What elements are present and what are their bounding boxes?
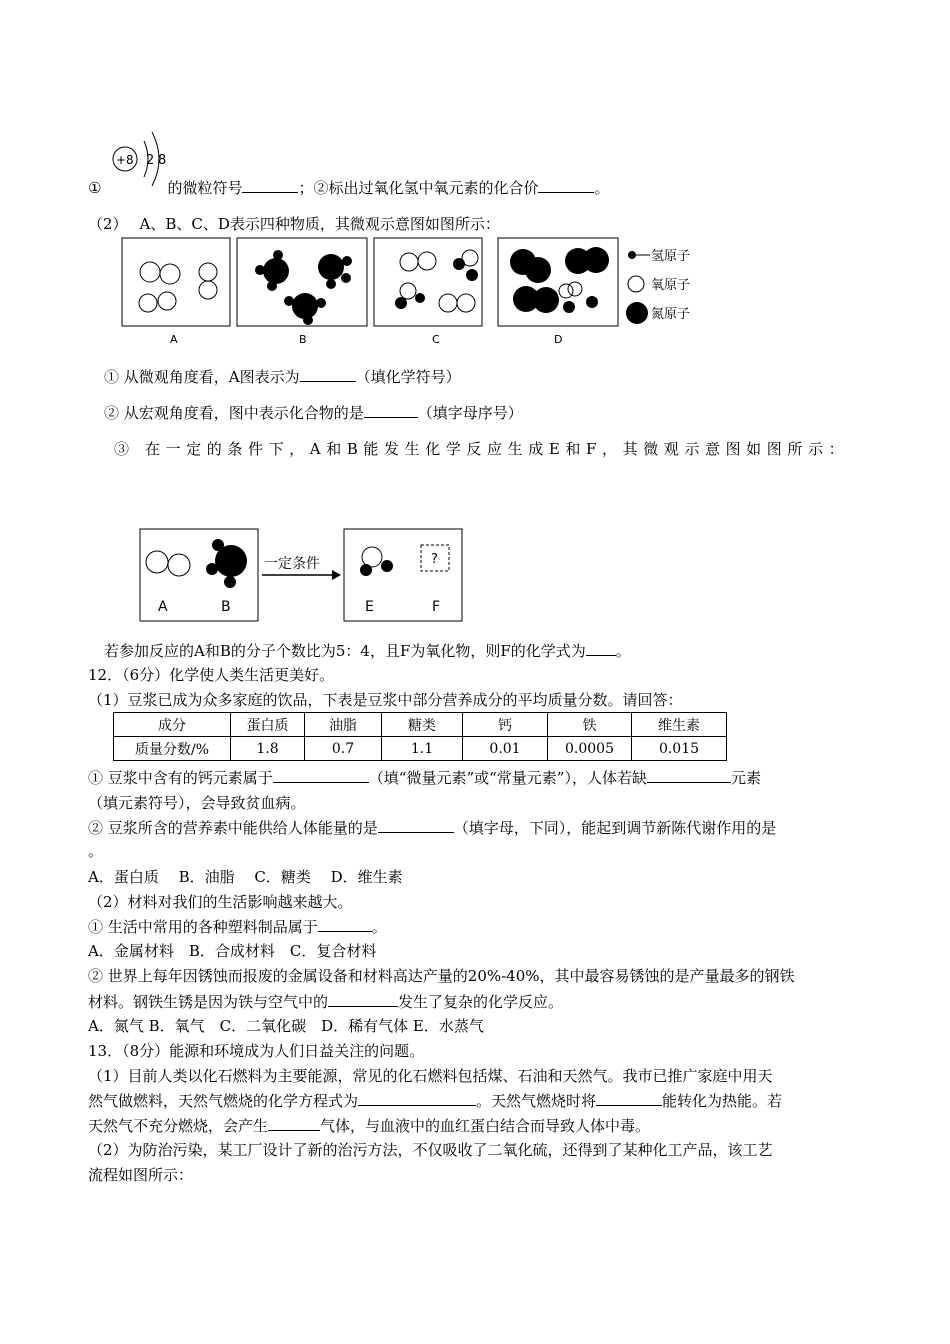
answer-blank[interactable]: [596, 1090, 662, 1106]
answer-blank[interactable]: [647, 767, 731, 783]
q11-line1: [88, 177, 610, 198]
panel-label-b: B: [299, 333, 307, 346]
q12-m2-l2: [88, 991, 563, 1012]
q13-p2-l1: [88, 1140, 773, 1160]
table-row: [114, 713, 727, 737]
q13-p1-l1: [88, 1066, 773, 1086]
q11-part2: [88, 214, 500, 234]
q13-p2-l2: [88, 1165, 193, 1185]
condition-label: 一定条件: [264, 556, 320, 572]
panel-label-c: C: [432, 333, 440, 346]
reaction-figure: [136, 525, 466, 627]
table-cell: 钙: [463, 713, 548, 737]
product-frame: [344, 529, 462, 621]
oxygen-legend-icon: [628, 276, 644, 292]
q13-title: 13．（8分）能源和环境成为人们日益关注的问题。: [88, 1042, 425, 1060]
m1-text-b: 。: [371, 918, 387, 936]
reactant-a-atom: [146, 551, 168, 573]
q13-p1-text-a: 然气做燃料，天然气燃烧的化学方程式为: [88, 1092, 359, 1110]
q12-s2: [88, 817, 776, 838]
unknown-mark: ?: [431, 552, 438, 567]
table-cell: 糖类: [382, 713, 463, 737]
legend-nitrogen: 氮原子: [651, 307, 691, 322]
product-e-atom: [381, 560, 393, 572]
hydrogen-legend-icon: [628, 251, 636, 259]
q12-s1-cont: [88, 793, 306, 813]
m1-text-a: ① 生活中常用的各种塑料制品属于: [88, 918, 318, 936]
panel-label-a: A: [170, 333, 178, 346]
options-text: A．氮气 B．氧气 C．二氧化碳 D．稀有气体 E．水蒸气: [88, 1017, 484, 1035]
answer-blank[interactable]: [273, 767, 369, 783]
q11-line1-end: 。: [594, 179, 610, 197]
answer-blank[interactable]: [586, 640, 616, 656]
q12-options-2: [88, 941, 376, 961]
s1-text-a: ① 豆浆中含有的钙元素属于: [88, 769, 273, 787]
shell1-count: 2: [146, 153, 155, 168]
part-label: （2）: [88, 215, 128, 233]
table-cell: 蛋白质: [231, 713, 305, 737]
table-cell: 1.1: [382, 737, 463, 761]
sub-num-1: ①: [88, 179, 102, 197]
table-cell: 铁: [548, 713, 632, 737]
answer-blank[interactable]: [328, 991, 398, 1007]
q13-p1-l2: [88, 1090, 782, 1111]
table-cell: 0.0005: [548, 737, 632, 761]
q13-p2-text-l2: 流程如图所示：: [88, 1166, 194, 1184]
q12-p2: [88, 892, 353, 912]
q12-options-1: [88, 867, 403, 887]
q13-p1-text-c: 能转化为热能。若: [662, 1092, 783, 1110]
q12-p2-text: （2）材料对我们的生活影响越来越大。: [88, 893, 353, 911]
sub1-text-b: （填化学符号）: [355, 368, 461, 386]
s2-text-a: ② 豆浆所含的营养素中能供给人体能量的是: [88, 819, 378, 837]
answer-blank[interactable]: [318, 916, 372, 932]
q12-s2-end: [88, 841, 103, 861]
q12-options-3: [88, 1016, 484, 1036]
table-row: [114, 737, 727, 761]
panel-c-molecules: [395, 250, 478, 312]
sub2-text-b: （填字母序号）: [417, 404, 523, 422]
reactant-a-atom: [168, 554, 190, 576]
q13-p1-text-e: 气体，与血液中的血红蛋白结合而导致人体中毒。: [320, 1117, 651, 1135]
m2-text-l1: ② 世界上每年因锈蚀而报废的金属设备和材料高达产量的20%-40%，其中最容易锈蚀的是产量最多的钢铁: [88, 967, 795, 985]
q12-m1: [88, 916, 387, 937]
q13-p1-l3: [88, 1115, 650, 1136]
sub1-text-a: ① 从微观角度看，A图表示为: [104, 368, 300, 386]
m2-text-a: 材料。钢铁生锈是因为铁与空气中的: [88, 993, 329, 1011]
q12-title: 12．（6分）化学使人类生活更美好。: [88, 666, 335, 684]
ratio-text: 若参加反应的A和B的分子个数比为5：4，且F为氧化物，则F的化学式为: [104, 642, 586, 660]
arrow-head-icon: [332, 570, 341, 580]
table-cell: 维生素: [632, 713, 727, 737]
s1-text-c: 元素: [730, 769, 761, 787]
q12-m2-l1: [88, 966, 795, 986]
answer-blank[interactable]: [358, 1090, 476, 1106]
table-cell: 成分: [114, 713, 231, 737]
nitrogen-legend-icon: [626, 302, 648, 324]
s2-text-b: （填字母，下同），能起到调节新陈代谢作用的是: [453, 819, 777, 837]
reactant-label-a: A: [158, 599, 168, 615]
legend-hydrogen: 氢原子: [651, 249, 691, 264]
table-cell: 1.8: [231, 737, 305, 761]
product-label-e: E: [365, 599, 374, 615]
q13-header: [88, 1041, 424, 1061]
panel-d-molecules: [510, 247, 609, 313]
ratio-end: 。: [615, 642, 631, 660]
q11-line1-text-a: 的微粒符号: [167, 179, 243, 197]
product-e-atom: [362, 547, 382, 567]
q11-ratio: [104, 640, 631, 661]
part-text: A、B、C、D表示四种物质，其微观示意图如图所示：: [139, 215, 500, 233]
answer-blank[interactable]: [300, 366, 356, 382]
legend-oxygen: 氧原子: [651, 278, 691, 293]
s1-text-b: （填“微量元素”或“常量元素”），人体若缺: [368, 769, 647, 787]
answer-blank[interactable]: [364, 402, 418, 418]
q11-sub2: [104, 402, 523, 423]
q11-sub3: [114, 439, 849, 459]
table-cell: 0.015: [632, 737, 727, 761]
q12-p1: [88, 690, 683, 710]
q11-sub1: [104, 366, 461, 387]
q13-p1-text-d: 天然气不充分燃烧，会产生: [88, 1117, 269, 1135]
options-text: A．金属材料 B．合成材料 C．复合材料: [88, 942, 377, 960]
s2-end-text: 。: [88, 842, 104, 860]
s1-cont-text: （填元素符号），会导致贫血病。: [88, 794, 306, 812]
panel-label-d: D: [554, 333, 563, 346]
table-cell: 0.01: [463, 737, 548, 761]
product-e-atom: [360, 564, 372, 576]
reactant-label-b: B: [221, 599, 231, 615]
nutrition-table: [113, 712, 727, 761]
panel-a-molecules: [139, 262, 217, 312]
m2-text-b: 发生了复杂的化学反应。: [398, 993, 564, 1011]
product-label-f: F: [432, 599, 441, 615]
answer-blank[interactable]: [538, 177, 594, 193]
table-cell: 油脂: [305, 713, 382, 737]
q11-line1-text-b: ；②标出过氧化氢中氧元素的化合价: [298, 179, 539, 197]
q13-p1-text-b: 。天然气燃烧时将: [476, 1092, 597, 1110]
answer-blank[interactable]: [242, 177, 298, 193]
micro-panels-figure: [118, 234, 718, 349]
answer-blank[interactable]: [378, 817, 454, 833]
options-text: A．蛋白质 B．油脂 C．糖类 D．维生素: [88, 868, 403, 886]
q12-s1: [88, 767, 761, 788]
reactant-b-molecule: [206, 539, 247, 588]
panel-b-molecules: [255, 250, 352, 325]
nucleus-charge: +8: [116, 153, 134, 167]
shell2-count: 8: [158, 153, 167, 168]
answer-blank[interactable]: [268, 1115, 320, 1131]
q12-p1-text: （1）豆浆已成为众多家庭的饮品，下表是豆浆中部分营养成分的平均质量分数。请回答：: [88, 691, 683, 709]
q13-p1-text-l1: （1）目前人类以化石燃料为主要能源，常见的化石燃料包括煤、石油和天然气。我市已推广家庭中用天: [88, 1067, 773, 1085]
table-cell: 0.7: [305, 737, 382, 761]
table-cell: 质量分数/%: [114, 737, 231, 761]
sub3-text: ③ 在一定的条件下，A和B能发生化学反应生成E和F，其微观示意图如图所示：: [114, 440, 850, 458]
q13-p2-text-l1: （2）为防治污染，某工厂设计了新的治污方法，不仅吸收了二氧化硫，还得到了某种化工产品，该工艺: [88, 1141, 773, 1159]
sub2-text-a: ② 从宏观角度看，图中表示化合物的是: [104, 404, 364, 422]
q12-header: [88, 665, 334, 685]
